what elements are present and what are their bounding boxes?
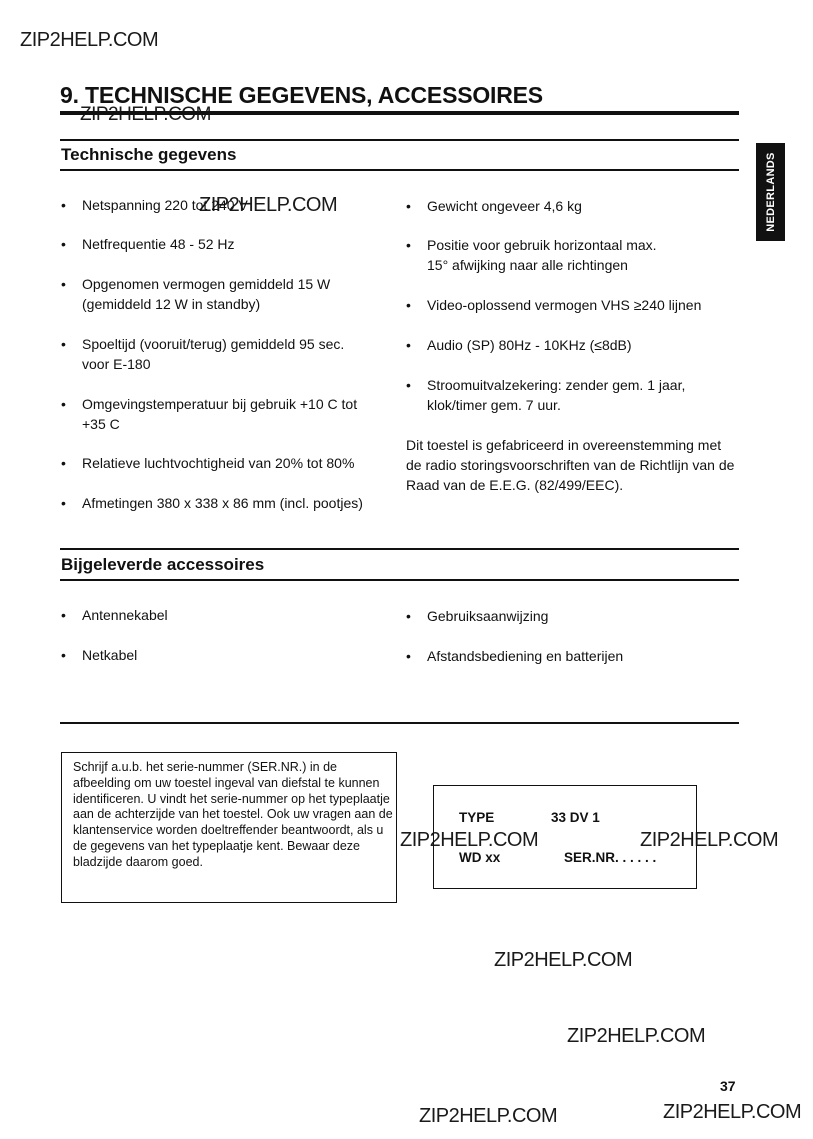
bullet-icon: • [406, 198, 411, 214]
type-plate [433, 785, 697, 889]
conformity-statement: Dit toestel is gefabriceerd in overeenstemming met de radio storingsvoorschriften van de Richtlijn van de Raad van de E.E.G. (82/499/EEC). [406, 437, 735, 493]
watermark: ZIP2HELP.COM [663, 1101, 802, 1123]
list-item-text: Stroomuitvalzekering: zender gem. 1 jaar, klok/timer gem. 7 uur. [427, 377, 686, 413]
list-item-text: Afstandsbediening en batterijen [427, 648, 624, 664]
list-item-text: Opgenomen vermogen gemiddeld 15 W (gemiddeld 12 W in standby) [82, 276, 331, 312]
watermark: ZIP2HELP.COM [494, 949, 633, 971]
bullet-icon: • [406, 648, 411, 664]
bullet-icon: • [61, 276, 66, 292]
type-label: TYPE [459, 810, 495, 825]
divider [60, 722, 739, 724]
section-heading-technical: Technische gegevens [61, 145, 237, 164]
section-rule-top [60, 548, 739, 550]
list-item-text: Netspanning 220 tot 240 V [82, 197, 248, 213]
list-item-text: Relatieve luchtvochtigheid van 20% tot 80% [82, 455, 355, 471]
watermark: ZIP2HELP.COM [567, 1025, 706, 1047]
bullet-icon: • [406, 337, 411, 353]
list-item-text: Gewicht ongeveer 4,6 kg [427, 198, 582, 214]
bullet-icon: • [61, 455, 66, 471]
section-rule-bottom [60, 579, 739, 581]
bullet-icon: • [406, 237, 411, 253]
watermark: ZIP2HELP.COM [640, 829, 779, 851]
bullet-icon: • [406, 608, 411, 624]
list-item-text: Spoeltijd (vooruit/terug) gemiddeld 95 sec. voor E-180 [82, 336, 345, 372]
list-item-text: Gebruiksaanwijzing [427, 608, 549, 624]
list-item-text: Omgevingstemperatuur bij gebruik +10 C tot +35 C [82, 396, 358, 432]
watermark: ZIP2HELP.COM [20, 29, 159, 51]
serial-number-note [61, 752, 397, 903]
section-rule-top [60, 139, 739, 141]
watermark: ZIP2HELP.COM [419, 1105, 558, 1127]
watermark: ZIP2HELP.COM [199, 194, 338, 216]
note-text: Schrijf a.u.b. het serie-nummer (SER.NR.) in de afbeelding om uw toestel ingeval van diefstal te kunnen identificeren. U vindt het serie-nummer op het typeplaatje aan de achterzijde van het toestel. Ook uw vragen aan de klantenservice worden doeltreffender beantwoordt, als u de gegevens van het typeplaatje kent. Bewaar deze bladzijde daarom goed. [73, 760, 393, 869]
list-item-text: Netfrequentie 48 - 52 Hz [82, 236, 235, 252]
list-item-text: Netkabel [82, 647, 138, 663]
bullet-icon: • [61, 236, 66, 252]
watermark: ZIP2HELP.COM [400, 829, 539, 851]
section-heading-accessories: Bijgeleverde accessoires [61, 555, 265, 574]
page-title: 9. TECHNISCHE GEGEVENS, ACCESSOIRES [60, 82, 543, 108]
list-item-text: Video-oplossend vermogen VHS ≥240 lijnen [427, 297, 702, 313]
language-tab [756, 143, 785, 241]
language-tab-label: NEDERLANDS [764, 152, 777, 232]
title-rule [60, 111, 739, 115]
section-rule-bottom [60, 169, 739, 171]
list-item-text: Afmetingen 380 x 338 x 86 mm (incl. pootjes) [82, 495, 363, 511]
list-item-text: Antennekabel [82, 607, 168, 623]
type-value: 33 DV 1 [551, 810, 600, 825]
bullet-icon: • [61, 396, 66, 412]
page-number: 37 [720, 1078, 736, 1094]
bullet-icon: • [61, 197, 66, 213]
bullet-icon: • [406, 377, 411, 393]
bullet-icon: • [406, 297, 411, 313]
list-item-text: Audio (SP) 80Hz - 10KHz (≤8dB) [427, 337, 632, 353]
list-item-text: Positie voor gebruik horizontaal max. 15° afwijking naar alle richtingen [427, 237, 657, 273]
model-label: WD xx [459, 850, 501, 865]
bullet-icon: • [61, 647, 66, 663]
bullet-icon: • [61, 336, 66, 352]
bullet-icon: • [61, 607, 66, 623]
bullet-icon: • [61, 495, 66, 511]
serial-label: SER.NR. . . . . . [564, 850, 657, 865]
